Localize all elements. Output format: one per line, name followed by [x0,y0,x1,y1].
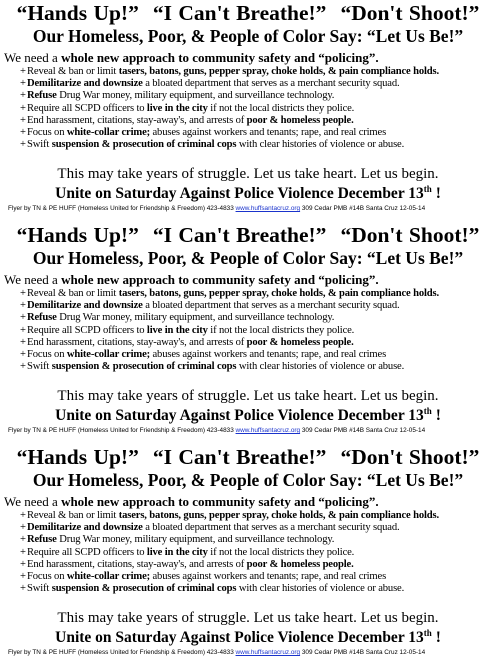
slogan-cant-breathe: “I Can't Breathe!” [152,445,327,469]
website-link[interactable]: www.huffsantacruz.org [235,649,301,656]
struggle-line: This may take years of struggle. Let us take heart. Let us begin. [57,166,439,182]
slogan-hands-up: “Hands Up!” [16,223,139,247]
slogan-cant-breathe: “I Can't Breathe!” [152,223,327,247]
demand-item: +Require all SCPD officers to live in the city if not the local districts they police. [20,324,355,336]
demand-item: +Require all SCPD officers to live in the city if not the local districts they police. [20,102,355,114]
website-link[interactable]: www.huffsantacruz.org [235,427,301,434]
slogan-hands-up: “Hands Up!” [16,445,139,469]
intro-text [4,272,379,288]
subheading: Our Homeless, Poor, & People of Color Say: “Let Us Be!” [32,26,464,46]
event-announcement: Unite on Saturday Against Police Violence December 13th ! [55,627,441,646]
demand-item: +Reveal & ban or limit tasers, batons, guns, pepper spray, choke holds, & pain compliance holds. [20,288,439,299]
intro-prefix: We need a [4,50,62,65]
struggle-line: This may take years of struggle. Let us take heart. Let us begin. [57,610,439,626]
demands-list [20,66,494,151]
event-announcement: Unite on Saturday Against Police Violence December 13th ! [55,183,441,202]
demand-item: +Swift suspension & prosecution of criminal cops with clear histories of violence or abuse. [20,361,405,373]
intro-emphasis: whole new approach to community safety and “policing”. [61,50,379,65]
demand-item: +Reveal & ban or limit tasers, batons, guns, pepper spray, choke holds, & pain compliance holds. [20,510,439,521]
slogan-hands-up: “Hands Up!” [16,1,139,25]
struggle-line: This may take years of struggle. Let us take heart. Let us begin. [57,388,439,404]
intro-prefix: We need a [4,272,62,287]
slogan-dont-shoot: “Don't Shoot!” [340,445,480,469]
event-announcement: Unite on Saturday Against Police Violence December 13th ! [55,405,441,424]
flyer-credit-footer: Flyer by TN & PE HUFF (Homeless United for Friendship & Freedom) 423-4833 www.huffsantacruz.org 309 Cedar PMB #14B Santa Cruz 12-05-14 [8,205,426,212]
flyer-copy-3 [0,444,496,665]
demand-item: +End harassment, citations, stay-away's, and arrests of poor & homeless people. [20,558,354,570]
demand-item: +Demilitarize and downsize a bloated department that serves as a merchant security squad. [20,522,400,534]
demand-item: +Focus on white-collar crime; abuses against workers and tenants; rape, and real crimes [20,127,387,139]
demand-item: +Focus on white-collar crime; abuses against workers and tenants; rape, and real crimes [20,571,387,583]
demand-item: +Swift suspension & prosecution of criminal cops with clear histories of violence or abuse. [20,583,405,595]
website-link[interactable]: www.huffsantacruz.org [235,205,301,212]
subheading: Our Homeless, Poor, & People of Color Say: “Let Us Be!” [32,470,464,490]
intro-emphasis: whole new approach to community safety and “policing”. [61,494,379,509]
demands-list [20,510,494,595]
subheading: Our Homeless, Poor, & People of Color Say: “Let Us Be!” [32,248,464,268]
intro-text [4,494,379,510]
demands-list [20,288,494,373]
flyer-credit-footer: Flyer by TN & PE HUFF (Homeless United for Friendship & Freedom) 423-4833 www.huffsantacruz.org 309 Cedar PMB #14B Santa Cruz 12-05-14 [8,649,426,656]
demand-item: +End harassment, citations, stay-away's, and arrests of poor & homeless people. [20,114,354,126]
flyer-copy-1 [0,0,496,221]
demand-item: +Refuse Drug War money, military equipment, and surveillance technology. [20,90,335,102]
slogan-headline [0,222,496,248]
intro-text [4,50,379,66]
slogan-headline [0,444,496,470]
slogan-cant-breathe: “I Can't Breathe!” [152,1,327,25]
demand-item: +End harassment, citations, stay-away's, and arrests of poor & homeless people. [20,336,354,348]
demand-item: +Swift suspension & prosecution of criminal cops with clear histories of violence or abuse. [20,139,405,151]
flyer-credit-footer: Flyer by TN & PE HUFF (Homeless United for Friendship & Freedom) 423-4833 www.huffsantacruz.org 309 Cedar PMB #14B Santa Cruz 12-05-14 [8,427,426,434]
flyer-copy-2 [0,222,496,443]
slogan-dont-shoot: “Don't Shoot!” [340,1,480,25]
intro-prefix: We need a [4,494,62,509]
slogan-dont-shoot: “Don't Shoot!” [340,223,480,247]
demand-item: +Demilitarize and downsize a bloated department that serves as a merchant security squad. [20,300,400,312]
demand-item: +Refuse Drug War money, military equipment, and surveillance technology. [20,534,335,546]
demand-item: +Reveal & ban or limit tasers, batons, guns, pepper spray, choke holds, & pain compliance holds. [20,66,439,77]
demand-item: +Require all SCPD officers to live in the city if not the local districts they police. [20,546,355,558]
demand-item: +Demilitarize and downsize a bloated department that serves as a merchant security squad. [20,78,400,90]
slogan-headline [0,0,496,26]
demand-item: +Refuse Drug War money, military equipment, and surveillance technology. [20,312,335,324]
demand-item: +Focus on white-collar crime; abuses against workers and tenants; rape, and real crimes [20,349,387,361]
intro-emphasis: whole new approach to community safety and “policing”. [61,272,379,287]
